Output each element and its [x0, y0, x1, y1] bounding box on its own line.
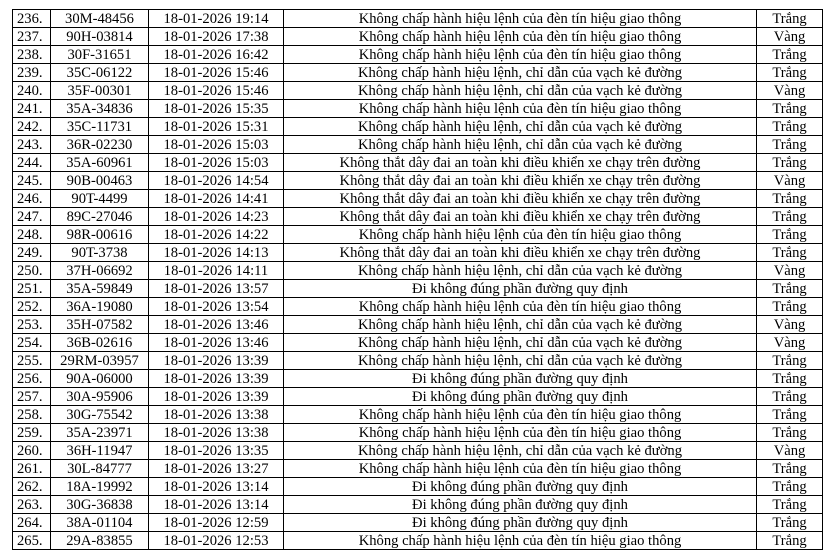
license-plate-cell: 30L-84777: [51, 460, 149, 478]
license-plate-cell: 37H-06692: [51, 262, 149, 280]
violation-table: [12, 9, 823, 550]
table-row: [13, 388, 823, 406]
plate-color-cell: Trắng: [757, 532, 823, 550]
violation-time-cell: 18-01-2026 15:46: [149, 82, 284, 100]
plate-color-cell: Trắng: [757, 352, 823, 370]
violation-description-cell: Không chấp hành hiệu lệnh, chỉ dẫn của vạch kẻ đường: [284, 262, 757, 280]
violation-description-cell: Không chấp hành hiệu lệnh của đèn tín hiệu giao thông: [284, 10, 757, 28]
violation-description-cell: Đi không đúng phần đường quy định: [284, 370, 757, 388]
license-plate-cell: 89C-27046: [51, 208, 149, 226]
table-row: [13, 28, 823, 46]
row-number-cell: 258.: [13, 406, 51, 424]
license-plate-cell: 35C-11731: [51, 118, 149, 136]
table-row: [13, 154, 823, 172]
violation-description-cell: Không chấp hành hiệu lệnh, chỉ dẫn của vạch kẻ đường: [284, 334, 757, 352]
plate-color-cell: Trắng: [757, 514, 823, 532]
violation-time-cell: 18-01-2026 13:39: [149, 370, 284, 388]
license-plate-cell: 35A-59849: [51, 280, 149, 298]
plate-color-cell: Trắng: [757, 100, 823, 118]
license-plate-cell: 36B-02616: [51, 334, 149, 352]
violation-description-cell: Không thắt dây đai an toàn khi điều khiển xe chạy trên đường: [284, 208, 757, 226]
table-row: [13, 496, 823, 514]
table-row: [13, 82, 823, 100]
license-plate-cell: 36H-11947: [51, 442, 149, 460]
plate-color-cell: Vàng: [757, 262, 823, 280]
license-plate-cell: 18A-19992: [51, 478, 149, 496]
violation-list-sheet: [12, 9, 822, 550]
table-row: [13, 190, 823, 208]
table-row: [13, 280, 823, 298]
violation-description-cell: Không chấp hành hiệu lệnh, chỉ dẫn của vạch kẻ đường: [284, 442, 757, 460]
violation-time-cell: 18-01-2026 13:27: [149, 460, 284, 478]
table-row: [13, 262, 823, 280]
row-number-cell: 242.: [13, 118, 51, 136]
plate-color-cell: Trắng: [757, 118, 823, 136]
violation-time-cell: 18-01-2026 15:35: [149, 100, 284, 118]
row-number-cell: 259.: [13, 424, 51, 442]
row-number-cell: 255.: [13, 352, 51, 370]
table-row: [13, 334, 823, 352]
violation-time-cell: 18-01-2026 15:46: [149, 64, 284, 82]
violation-time-cell: 18-01-2026 17:38: [149, 28, 284, 46]
license-plate-cell: 29RM-03957: [51, 352, 149, 370]
plate-color-cell: Trắng: [757, 46, 823, 64]
license-plate-cell: 35H-07582: [51, 316, 149, 334]
plate-color-cell: Trắng: [757, 496, 823, 514]
row-number-cell: 264.: [13, 514, 51, 532]
row-number-cell: 261.: [13, 460, 51, 478]
violation-time-cell: 18-01-2026 14:23: [149, 208, 284, 226]
violation-description-cell: Không chấp hành hiệu lệnh của đèn tín hiệu giao thông: [284, 226, 757, 244]
violation-description-cell: Không chấp hành hiệu lệnh, chỉ dẫn của vạch kẻ đường: [284, 352, 757, 370]
violation-time-cell: 18-01-2026 15:03: [149, 154, 284, 172]
violation-description-cell: Không chấp hành hiệu lệnh của đèn tín hiệu giao thông: [284, 298, 757, 316]
license-plate-cell: 29A-83855: [51, 532, 149, 550]
violation-description-cell: Không chấp hành hiệu lệnh của đèn tín hiệu giao thông: [284, 460, 757, 478]
violation-time-cell: 18-01-2026 13:14: [149, 496, 284, 514]
license-plate-cell: 35A-34836: [51, 100, 149, 118]
violation-time-cell: 18-01-2026 13:38: [149, 424, 284, 442]
violation-time-cell: 18-01-2026 12:59: [149, 514, 284, 532]
plate-color-cell: Trắng: [757, 280, 823, 298]
table-row: [13, 352, 823, 370]
plate-color-cell: Trắng: [757, 478, 823, 496]
row-number-cell: 250.: [13, 262, 51, 280]
violation-description-cell: Không chấp hành hiệu lệnh của đèn tín hiệu giao thông: [284, 28, 757, 46]
row-number-cell: 236.: [13, 10, 51, 28]
plate-color-cell: Vàng: [757, 82, 823, 100]
table-row: [13, 244, 823, 262]
table-row: [13, 460, 823, 478]
license-plate-cell: 90H-03814: [51, 28, 149, 46]
row-number-cell: 257.: [13, 388, 51, 406]
plate-color-cell: Vàng: [757, 442, 823, 460]
row-number-cell: 239.: [13, 64, 51, 82]
plate-color-cell: Vàng: [757, 316, 823, 334]
row-number-cell: 237.: [13, 28, 51, 46]
violation-description-cell: Không chấp hành hiệu lệnh của đèn tín hiệu giao thông: [284, 100, 757, 118]
plate-color-cell: Trắng: [757, 406, 823, 424]
violation-description-cell: Không chấp hành hiệu lệnh của đèn tín hiệu giao thông: [284, 532, 757, 550]
license-plate-cell: 35C-06122: [51, 64, 149, 82]
plate-color-cell: Trắng: [757, 64, 823, 82]
plate-color-cell: Trắng: [757, 136, 823, 154]
row-number-cell: 253.: [13, 316, 51, 334]
table-row: [13, 370, 823, 388]
violation-time-cell: 18-01-2026 13:54: [149, 298, 284, 316]
violation-time-cell: 18-01-2026 13:38: [149, 406, 284, 424]
violation-time-cell: 18-01-2026 19:14: [149, 10, 284, 28]
row-number-cell: 241.: [13, 100, 51, 118]
violation-table-body: [13, 10, 823, 550]
table-row: [13, 424, 823, 442]
plate-color-cell: Trắng: [757, 190, 823, 208]
row-number-cell: 262.: [13, 478, 51, 496]
violation-description-cell: Không chấp hành hiệu lệnh, chỉ dẫn của vạch kẻ đường: [284, 64, 757, 82]
row-number-cell: 247.: [13, 208, 51, 226]
table-row: [13, 64, 823, 82]
license-plate-cell: 35A-60961: [51, 154, 149, 172]
table-row: [13, 10, 823, 28]
license-plate-cell: 35F-00301: [51, 82, 149, 100]
table-row: [13, 514, 823, 532]
violation-time-cell: 18-01-2026 13:39: [149, 388, 284, 406]
license-plate-cell: 90T-4499: [51, 190, 149, 208]
row-number-cell: 243.: [13, 136, 51, 154]
violation-description-cell: Không chấp hành hiệu lệnh, chỉ dẫn của vạch kẻ đường: [284, 82, 757, 100]
violation-description-cell: Không thắt dây đai an toàn khi điều khiển xe chạy trên đường: [284, 154, 757, 172]
license-plate-cell: 30A-95906: [51, 388, 149, 406]
violation-description-cell: Đi không đúng phần đường quy định: [284, 280, 757, 298]
violation-description-cell: Không chấp hành hiệu lệnh của đèn tín hiệu giao thông: [284, 406, 757, 424]
table-row: [13, 442, 823, 460]
table-row: [13, 406, 823, 424]
table-row: [13, 136, 823, 154]
table-row: [13, 100, 823, 118]
violation-time-cell: 18-01-2026 12:53: [149, 532, 284, 550]
row-number-cell: 265.: [13, 532, 51, 550]
license-plate-cell: 30G-75542: [51, 406, 149, 424]
table-row: [13, 532, 823, 550]
table-row: [13, 478, 823, 496]
violation-time-cell: 18-01-2026 13:35: [149, 442, 284, 460]
row-number-cell: 248.: [13, 226, 51, 244]
violation-time-cell: 18-01-2026 14:11: [149, 262, 284, 280]
license-plate-cell: 38A-01104: [51, 514, 149, 532]
row-number-cell: 244.: [13, 154, 51, 172]
license-plate-cell: 30F-31651: [51, 46, 149, 64]
violation-description-cell: Không chấp hành hiệu lệnh, chỉ dẫn của vạch kẻ đường: [284, 316, 757, 334]
violation-description-cell: Không chấp hành hiệu lệnh, chỉ dẫn của vạch kẻ đường: [284, 136, 757, 154]
violation-description-cell: Đi không đúng phần đường quy định: [284, 478, 757, 496]
plate-color-cell: Trắng: [757, 244, 823, 262]
license-plate-cell: 90A-06000: [51, 370, 149, 388]
violation-description-cell: Không chấp hành hiệu lệnh của đèn tín hiệu giao thông: [284, 46, 757, 64]
table-row: [13, 208, 823, 226]
row-number-cell: 251.: [13, 280, 51, 298]
license-plate-cell: 36R-02230: [51, 136, 149, 154]
row-number-cell: 245.: [13, 172, 51, 190]
violation-time-cell: 18-01-2026 14:13: [149, 244, 284, 262]
violation-time-cell: 18-01-2026 13:14: [149, 478, 284, 496]
violation-time-cell: 18-01-2026 14:54: [149, 172, 284, 190]
violation-description-cell: Đi không đúng phần đường quy định: [284, 514, 757, 532]
violation-description-cell: Không thắt dây đai an toàn khi điều khiển xe chạy trên đường: [284, 190, 757, 208]
row-number-cell: 246.: [13, 190, 51, 208]
plate-color-cell: Trắng: [757, 460, 823, 478]
violation-time-cell: 18-01-2026 16:42: [149, 46, 284, 64]
violation-description-cell: Không chấp hành hiệu lệnh, chỉ dẫn của vạch kẻ đường: [284, 118, 757, 136]
table-row: [13, 46, 823, 64]
license-plate-cell: 35A-23971: [51, 424, 149, 442]
table-row: [13, 226, 823, 244]
violation-time-cell: 18-01-2026 13:46: [149, 334, 284, 352]
row-number-cell: 240.: [13, 82, 51, 100]
plate-color-cell: Trắng: [757, 298, 823, 316]
license-plate-cell: 30M-48456: [51, 10, 149, 28]
violation-time-cell: 18-01-2026 13:46: [149, 316, 284, 334]
violation-time-cell: 18-01-2026 13:57: [149, 280, 284, 298]
violation-time-cell: 18-01-2026 14:22: [149, 226, 284, 244]
table-row: [13, 316, 823, 334]
plate-color-cell: Trắng: [757, 370, 823, 388]
violation-description-cell: Không thắt dây đai an toàn khi điều khiển xe chạy trên đường: [284, 172, 757, 190]
plate-color-cell: Vàng: [757, 28, 823, 46]
row-number-cell: 252.: [13, 298, 51, 316]
plate-color-cell: Trắng: [757, 424, 823, 442]
plate-color-cell: Trắng: [757, 226, 823, 244]
license-plate-cell: 30G-36838: [51, 496, 149, 514]
row-number-cell: 263.: [13, 496, 51, 514]
row-number-cell: 254.: [13, 334, 51, 352]
violation-time-cell: 18-01-2026 13:39: [149, 352, 284, 370]
plate-color-cell: Trắng: [757, 388, 823, 406]
row-number-cell: 260.: [13, 442, 51, 460]
license-plate-cell: 98R-00616: [51, 226, 149, 244]
table-row: [13, 298, 823, 316]
license-plate-cell: 36A-19080: [51, 298, 149, 316]
plate-color-cell: Trắng: [757, 208, 823, 226]
row-number-cell: 238.: [13, 46, 51, 64]
violation-description-cell: Đi không đúng phần đường quy định: [284, 388, 757, 406]
license-plate-cell: 90B-00463: [51, 172, 149, 190]
table-row: [13, 118, 823, 136]
violation-description-cell: Không thắt dây đai an toàn khi điều khiển xe chạy trên đường: [284, 244, 757, 262]
violation-time-cell: 18-01-2026 15:31: [149, 118, 284, 136]
row-number-cell: 249.: [13, 244, 51, 262]
violation-description-cell: Đi không đúng phần đường quy định: [284, 496, 757, 514]
violation-time-cell: 18-01-2026 15:03: [149, 136, 284, 154]
plate-color-cell: Vàng: [757, 334, 823, 352]
license-plate-cell: 90T-3738: [51, 244, 149, 262]
plate-color-cell: Vàng: [757, 172, 823, 190]
violation-description-cell: Không chấp hành hiệu lệnh của đèn tín hiệu giao thông: [284, 424, 757, 442]
plate-color-cell: Trắng: [757, 10, 823, 28]
plate-color-cell: Trắng: [757, 154, 823, 172]
violation-time-cell: 18-01-2026 14:41: [149, 190, 284, 208]
row-number-cell: 256.: [13, 370, 51, 388]
table-row: [13, 172, 823, 190]
